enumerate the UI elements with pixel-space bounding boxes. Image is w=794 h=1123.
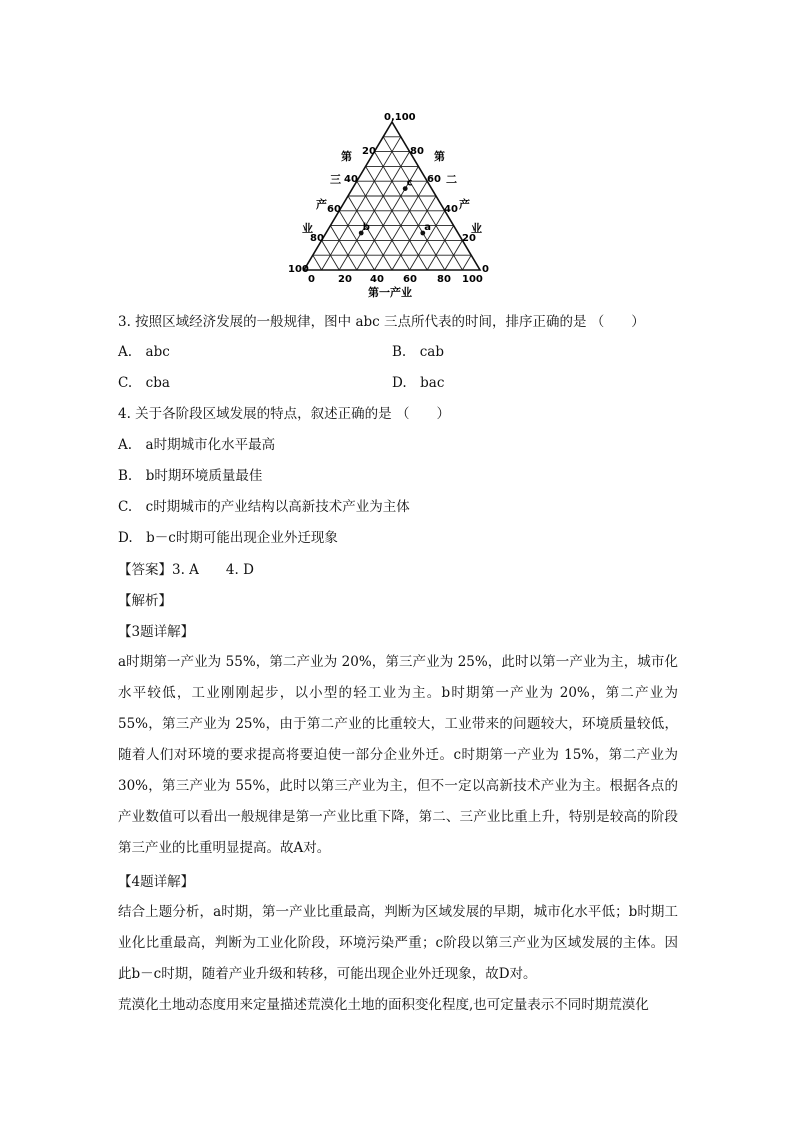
bottom-axis-title: 第一产业 <box>368 286 412 299</box>
q3-option-a: A. abc <box>118 344 170 360</box>
left-tick-100: 100 <box>288 264 309 275</box>
point-label-b: b <box>362 222 370 233</box>
left-axis-title-4: 业 <box>302 222 313 235</box>
bottom-tick-100: 100 <box>462 274 483 285</box>
q3-detail-title: 【3题详解】 <box>118 624 195 640</box>
right-axis-title-2: 二 <box>446 173 457 186</box>
right-tick-0: 0 <box>482 264 489 275</box>
point-label-a: a <box>424 222 432 233</box>
right-tick-80: 80 <box>410 146 424 157</box>
left-axis-title-3: 产 <box>316 198 327 211</box>
analysis-title: 【解析】 <box>118 593 172 609</box>
right-axis-title-3: 产 <box>459 198 470 211</box>
bottom-tick-20: 20 <box>338 274 352 285</box>
left-axis-title-1: 第 <box>341 150 352 163</box>
q4-option-d: D. b－c时期可能出现企业外迁现象 <box>118 530 338 546</box>
next-paragraph: 荒漠化土地动态度用来定量描述荒漠化土地的面积变化程度,也可定量表示不同时期荒漠化 <box>118 997 649 1013</box>
grid-line <box>462 255 471 270</box>
bottom-tick-0: 0 <box>308 274 315 285</box>
q3-option-c: C. cba <box>118 375 170 391</box>
q3-option-d: D. bac <box>392 375 445 391</box>
bottom-tick-80: 80 <box>437 274 451 285</box>
bottom-tick-60: 60 <box>403 274 417 285</box>
q3-stem: 3. 按照区域经济发展的一般规律，图中 abc 三点所代表的时间，排序正确的是 （ ） <box>118 314 645 330</box>
point-label-c: c <box>406 177 413 189</box>
left-tick-80: 80 <box>310 233 324 244</box>
right-axis-title-1: 第 <box>434 150 445 163</box>
right-tick-40: 40 <box>444 204 458 215</box>
q4-detail-title: 【4题详解】 <box>118 874 195 890</box>
right-axis-title-4: 业 <box>471 222 482 235</box>
left-tick-40: 40 <box>344 174 358 185</box>
grid-line <box>348 196 392 270</box>
right-tick-20: 20 <box>462 233 476 244</box>
q4-option-a: A. a时期城市化水平最高 <box>118 437 276 453</box>
bottom-tick-40: 40 <box>370 274 384 285</box>
grid-line <box>392 196 436 270</box>
grid-line <box>366 166 428 270</box>
answer-line: 【答案】3. A 4. D <box>118 562 254 578</box>
q4-stem: 4. 关于各阶段区域发展的特点，叙述正确的是 （ ） <box>118 406 450 422</box>
q4-option-c: C. c时期城市的产业结构以高新技术产业为主体 <box>118 499 410 515</box>
grid-line <box>313 255 322 270</box>
left-axis-title-2: 三 <box>330 173 341 186</box>
q3-option-b: B. cab <box>392 344 444 360</box>
top-corner-label: 0,100 <box>384 112 416 123</box>
right-tick-60: 60 <box>427 174 441 185</box>
ternary-diagram <box>286 108 498 300</box>
q4-option-b: B. b时期环境质量最佳 <box>118 468 263 484</box>
q3-detail-text: a时期第一产业为 55%，第二产业为 20%，第三产业为 25%，此时以第一产业为主，城市化水平较低，工业刚刚起步，以小型的轻工业为主。b时期第一产业为 20%，第二产业为 55%，第三产业为 25%，由于第二产业的比重较大，工业带来的问题较大，环境质量较低，随着人们对环境的要求提高将要迫使一部分企业外迁。c时期第一产业为 15%，第二产业为 30%，第三产业为 55%，此时以第三产业为主，但不一定以高新技术产业为主。根据各点的产业数值可以看出一般规律是第一产业比重下降，第二、三产业比重上升，特别是较高的阶段第三产业的比重明显提高。故A对。 <box>118 654 678 856</box>
q4-detail-text: 结合上题分析，a时期，第一产业比重最高，判断为区域发展的早期，城市化水平低；b时期工业化比重最高，判断为工业化阶段，环境污染严重；c阶段以第三产业为区域发展的主体。因此b－c时期，随着产业升级和转移，可能出现企业外迁现象，故D对。 <box>118 904 678 982</box>
left-tick-20: 20 <box>362 146 376 157</box>
left-tick-60: 60 <box>327 204 341 215</box>
